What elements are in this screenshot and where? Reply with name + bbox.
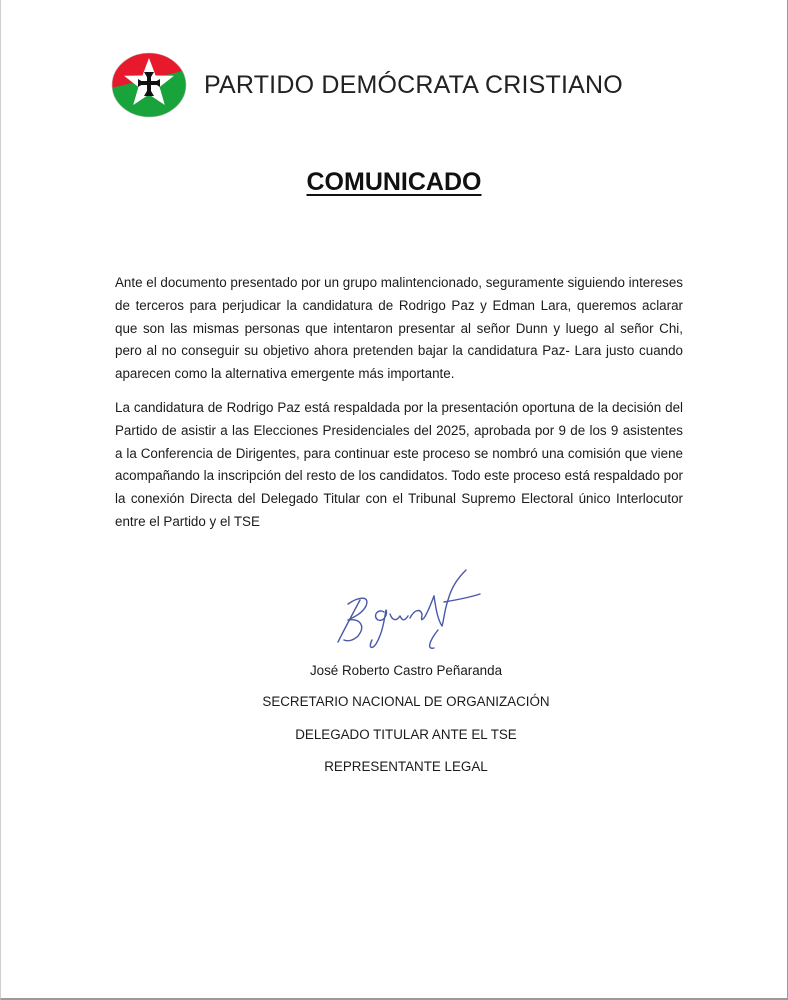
signer-role: REPRESENTANTE LEGAL xyxy=(324,759,488,774)
signer-role: DELEGADO TITULAR ANTE EL TSE xyxy=(295,727,517,742)
signer-name: José Roberto Castro Peñaranda xyxy=(309,663,503,678)
document-title: COMUNICADO xyxy=(306,168,482,196)
body-paragraph: La candidatura de Rodrigo Paz está respaldada por la presentación oportuna de la decisión del Partido de asistir a las Elecciones Presidenciales del 2025, aprobada por 9 de los 9 asistentes a la Conferencia de Dirigentes, para continuar este proceso se nombró una comisión que viene acompañando la inscripción del resto de los candidatos. Todo este proceso está respaldado por la conexión Directa del Delegado Titular con el Tribunal Supremo Electoral único Interlocutor entre el Partido y el TSE xyxy=(115,399,683,529)
party-logo-icon xyxy=(111,52,187,118)
letterhead xyxy=(111,52,623,118)
signer-role: SECRETARIO NACIONAL DE ORGANIZACIÓN xyxy=(262,694,550,709)
party-name: PARTIDO DEMÓCRATA CRISTIANO xyxy=(204,70,623,99)
body-paragraph: Ante el documento presentado por un grupo malintencionado, seguramente siguiendo intereses de terceros para perjudicar la candidatura de Rodrigo Paz y Edman Lara, queremos aclarar que son las mismas personas que intentaron presentar al señor Dunn y luego al señor Chi, pero al no conseguir su objetivo ahora pretenden bajar la candidatura Paz- Lara justo cuando aparecen como la alternativa emergente más importante. xyxy=(115,275,683,382)
handwritten-signature-icon xyxy=(326,560,492,660)
document-body xyxy=(115,272,683,545)
